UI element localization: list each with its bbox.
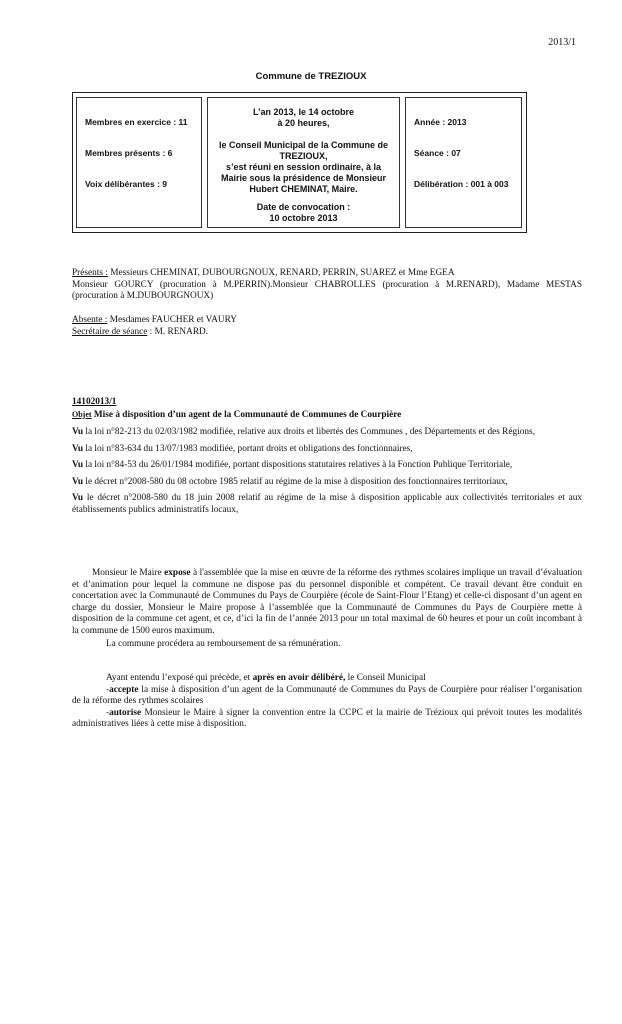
decision-block	[72, 673, 582, 731]
vu-item: Vu la loi n°83-634 du 13/07/1983 modifiée, portant droits et obligations des fonctionnaires,	[72, 443, 413, 454]
secretaire-text: : M. RENARD.	[147, 326, 209, 337]
expose-block	[72, 568, 582, 650]
vu-item: Vu la loi n°82-213 du 02/03/1982 modifiée, relative aux droits et libertés des Communes , des Départements et des Régions,	[72, 427, 535, 437]
membres-exercice: Membres en exercice : 11	[85, 117, 188, 127]
secretaire-line	[72, 327, 582, 339]
attendance	[72, 268, 582, 303]
session-time: à 20 heures,	[277, 118, 330, 128]
expose-paragraph: Monsieur le Maire expose à l'assemblée que la mise en œuvre de la réforme des rythmes scolaires implique un travail d’évaluation et d’animation pour lequel la commune ne dispose pas du personnel disponible et compétent. Ce travail devant être conduit en concertation avec la Communauté de Communes du Pays de Courpière (école de Saint-Flour l’Etang) et celle-ci disposant d’un agent en charge du dossier, Monsieur le Maire propose à l’assemblée que la Communauté de Communes du Pays de Courpière mette à disposition de la commune cet agent, et ce, d’ici la fin de l’année 2013 pour un total maximal de 60 heures et pour un coût incombant à la commune de 1500 euros maximum.	[72, 568, 583, 636]
seance: Séance : 07	[414, 148, 461, 158]
annee: Année : 2013	[414, 117, 467, 127]
absente-line	[72, 315, 582, 327]
page-number: 2013/1	[548, 37, 576, 48]
ayant-line: Ayant entendu l’exposé qui précède, et après en avoir délibéré, le Conseil Municipal	[106, 673, 426, 683]
autorise-line: -autorise Monsieur le Maire à signer la convention entre la CCPC et la mairie de Trézioux qui prévoit toutes les modalités administratives liées à cette mise à disposition.	[72, 707, 582, 730]
deliberation-header	[72, 397, 582, 421]
vu-item: Vu le décret n°2008-580 du 18 juin 2008 relatif au régime de la mise à disposition applicable aux collectivités territoriales et aux établissements publics administratifs locaux,	[72, 493, 582, 515]
convocation-date: 10 octobre 2013	[269, 213, 338, 223]
presents-label: Présents :	[72, 268, 108, 278]
commune-title: Commune de TREZIOUX	[255, 71, 367, 82]
presents-text: Messieurs CHEMINAT, DUBOURGNOUX, RENARD, PERRIN, SUAREZ et Mme EGEA	[107, 268, 455, 278]
presents-line	[72, 268, 582, 280]
accepte-line: -accepte la mise à disposition d’un agent de la Communauté de Communes du Pays de Courpière pour réaliser l’organisation de la réforme des rythmes scolaires	[72, 684, 582, 707]
members-cell	[76, 97, 202, 228]
voix-deliberantes: Voix délibérantes : 9	[85, 179, 168, 189]
session-presidence: s’est réuni en session ordinaire, à la Mairie sous la présidence de Monsieur Hubert CHEMINAT, Maire.	[220, 162, 387, 194]
vu-item: Vu la loi n°84-53 du 26/01/1984 modifiée, portant dispositions statutaires relatives à la Fonction Publique Territoriale,	[72, 460, 513, 471]
session-cell	[207, 97, 400, 228]
session-council: le Conseil Municipal de la Commune de TREZIOUX,	[218, 140, 389, 161]
objet-line	[72, 409, 582, 422]
session-info-frame	[72, 92, 527, 233]
remboursement: La commune procédera au remboursement de sa rémunération.	[106, 638, 341, 649]
session-date: L’an 2013, le 14 octobre	[252, 107, 355, 117]
presents-cont: Monsieur GOURCY (procuration à M.PERRIN).Monsieur CHABROLLES (procuration à M.RENARD), Madame MESTAS (procuration à M.DUBOURGNOUX)	[72, 279, 582, 302]
objet-label: Objet	[72, 409, 92, 419]
membres-presents: Membres présents : 6	[85, 148, 173, 158]
session-meta-cell	[405, 97, 522, 228]
absente-text: Mesdames FAUCHER et VAURY	[107, 315, 238, 325]
convocation-label: Date de convocation :	[256, 202, 351, 212]
secretaire-label: Secrétaire de séance	[72, 326, 148, 337]
absences	[72, 315, 582, 338]
deliberation-number: 14102013/1	[72, 397, 117, 407]
objet-text: Mise à disposition d’un agent de la Communauté de Communes de Courpière	[91, 409, 402, 420]
vu-list	[72, 427, 582, 517]
absente-label: Absente :	[72, 315, 108, 325]
deliberation-range: Délibération : 001 à 003	[414, 179, 509, 189]
vu-item: Vu le décret n°2008-580 du 08 octobre 1985 relatif au régime de la mise à disposition des fonctionnaires territoriaux,	[72, 476, 508, 487]
